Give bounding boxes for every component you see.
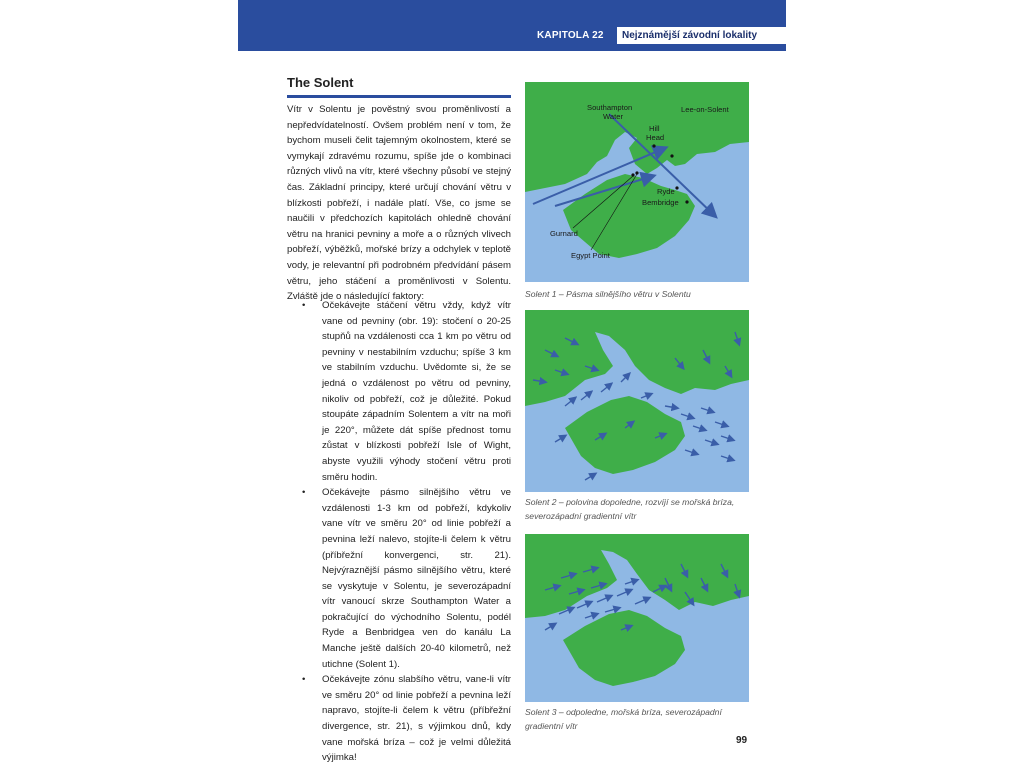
bullet-icon: • [302,487,306,499]
caption-fig2-line2: severozápadní gradientní vítr [525,511,637,521]
page-number: 99 [736,735,748,746]
label-hill: Hill [649,124,660,133]
list-item: • Očekávejte stáčení větru vždy, když vítr vane od pevniny (obr. 19): stočení o 20-25 stupňů na vzdálenosti cca 1 km po větru od pevniny v nestabilním vzduchu; spíše 3 km ve stabilním vzduchu. Uvědomte si, že se jedná o vzdálenost po větru od pevniny, nikoliv od pobřeží, což je důležité. Pokud stoupáte západním Solentem a vítr na moři je 220°, můžete dát spíše přednost tomu zůstat v blízkosti pobřeží Isle of Wight, abyste využili výhody stočení větru proti směru hodin. [302,300,511,483]
label-gurnard: Gurnard [550,229,578,238]
solent-map-3 [525,534,749,702]
label-lee-on-solent: Lee-on-Solent [681,105,729,114]
list-item: • Očekávejte zónu slabšího větru, vane-li vítr ve směru 20° od linie pobřeží a pevnina leží napravo, stojíte-li čelem k větru (příbřežní divergence, str. 21), s výjimkou dnů, kdy vane mořská bríza – což je velmi důležitá výjimka! [302,674,511,764]
bullet-icon: • [302,674,306,686]
caption-fig1: Solent 1 – Pásma silnějšího větru v Solentu [525,289,691,299]
label-ryde: Ryde [657,187,675,196]
intro-paragraph: Vítr v Solentu je pověstný svou proměnlivostí a nepředvídatelností. Ovšem problém není v tom, že bychom museli čelit tajemným okolnostem, které se vymykají zdravému rozumu, spíše jde o kombinaci různých vlivů na vítr, které všechny působí ve stejný čas. Základní principy, které určují chování větru v blízkosti pobřeží, i nadále platí. Vše, co jsme se naučili v předchozích kapitolách ohledně chování větru na hranici pevniny a moře a o různých vlivech pobřeží, výběžků, mořské brízy a odchylek v teplotě vody, je relevantní při podrobném předvídání pásem větru, jeho stáčení a proměnlivosti v Solentu. Zvláště jde o následující faktory: [287,104,511,303]
solent-map-2 [525,310,749,492]
caption-fig3-line2: gradientní vítr [525,721,578,731]
label-bembridge: Bembridge [642,198,679,207]
caption-fig2-line1: Solent 2 – polovina dopoledne, rozvíjí se mořská bríza, [525,497,735,507]
factor-list [300,298,511,766]
solent-map-1 [525,82,749,282]
label-southampton: Southampton [587,103,633,112]
list-item: • Očekávejte pásmo silnějšího větru ve vzdálenosti 1-3 km od pobřeží, kdykoliv vane vítr ve směru 20° od linie pobřeží a pevnina leží nalevo, stojíte-li čelem k větru (příbřežní konvergenci, str. 21). Nejvýraznější pásmo silnějšího větru, které se vyskytuje v Solentu, je severozápadní vítr vanoucí skrze Southampton Water a pokračující do východního Solentu, podél Ryde a Benbridgea ven do kanálu La Manche ještě dalších 20-40 kilometrů, než utichne (Solent 1). [302,487,511,670]
label-egypt-point: Egypt Point [571,251,610,260]
section-title: The Solent [287,75,354,90]
bullet-icon: • [302,300,306,311]
chapter-title: Nejznámější závodní lokality [617,27,786,44]
caption-fig3-line1: Solent 3 – odpoledne, mořská bríza, severozápadní [525,707,722,717]
label-water: Water [603,112,623,121]
chapter-number: KAPITOLA 22 [537,30,604,41]
label-head: Head [646,133,665,142]
title-rule [287,95,511,98]
